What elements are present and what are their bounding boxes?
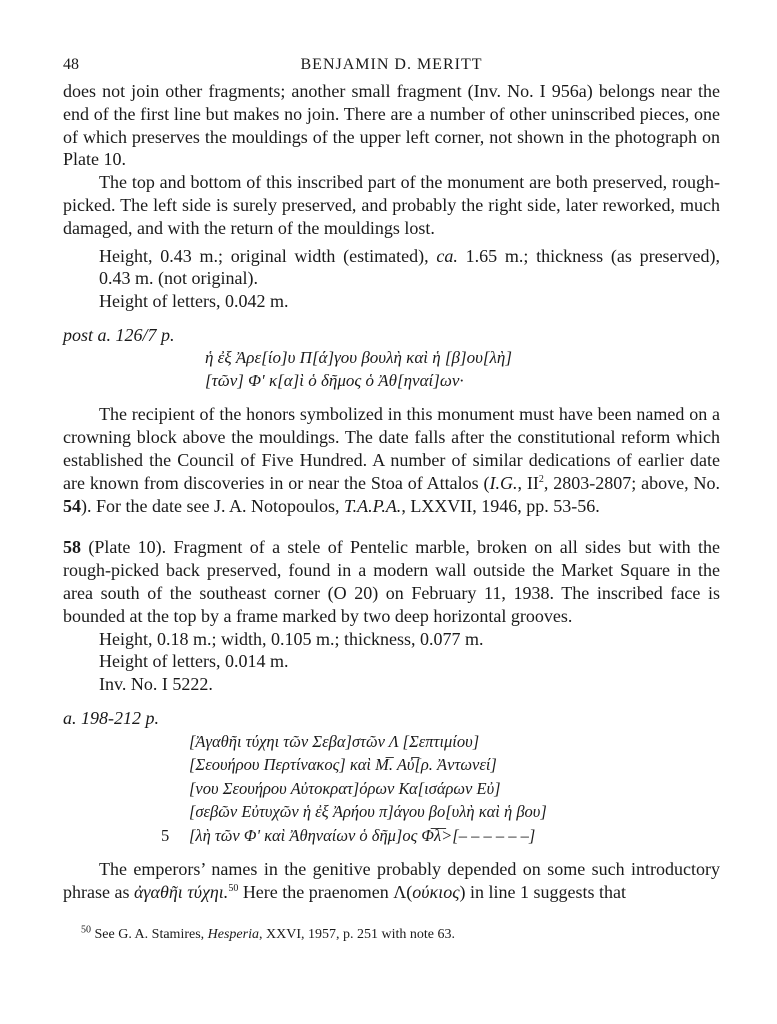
entry-number: 58 [63, 537, 81, 558]
inscription-date: post a. 126/7 p. [63, 324, 175, 345]
inscription-line: [σεβῶν Εὐτυχῶν ἡ ἐξ Ἀρήου π]άγου βο[υλὴ καὶ ἡ βου] [189, 802, 547, 822]
inscription-line: ἡ ἐξ Ἀρε[ίο]υ Π[ά]γου βουλὴ καὶ ἡ [β]ου[λὴ] [205, 347, 512, 367]
letter-height-monument: Height of letters, 0.042 m. [99, 291, 289, 312]
inscription-line: [Σεουήρου Περτίνακος] καὶ Μ̅. Αὐ̅[ρ. Ἀντωνεί] [189, 755, 497, 775]
footnote-ref[interactable]: 50 [228, 883, 239, 895]
running-head: BENJAMIN D. MERITT [300, 56, 483, 73]
inventory-number: Inv. No. I 5222. [99, 674, 213, 695]
footnote-number: 50 [81, 924, 91, 936]
footnote: $^{50}$ See G. A. Stamires, Hesperia, XXVI, 1957, p. 251 with note 63. [81, 924, 455, 942]
inscription-line: [τῶν] Φʹ κ[α]ὶ ὁ δῆμος ὁ Ἀθ[ηναί]ων· [205, 370, 464, 390]
paragraph-emperors: The emperors’ names in the genitive probably depended on some such introductory phrase as ἀγαθῆι τύχηι.$^{50}$ Here the praenomen Λ(ούκιος) in line 1 suggests that [63, 859, 720, 903]
inscription-date: a. 198-212 p. [63, 707, 159, 728]
paragraph-preservation: The top and bottom of this inscribed part of the monument are both preserved, rough-picked. The left side is surely preserved, and probably the right side, later reworked, much damaged, and with the return of the mouldings lost. [63, 172, 720, 238]
measurements-monument: Height, 0.43 m.; original width (estimated), ca. 1.65 m.; thickness (as preserved), 0.43 m. (not original). [99, 245, 721, 289]
entry-58: 58 (Plate 10). Fragment of a stele of Pentelic marble, broken on all sides but with the rough-picked back preserved, found in a modern wall outside the Market Square in the area south of the southeast corner (O 20) on February 11, 1938. The inscribed face is bounded at the top by a frame marked by two deep horizontal grooves. [63, 537, 720, 626]
paragraph-continuation: does not join other fragments; another small fragment (Inv. No. I 956a) belongs near the end of the first line but makes no join. There are a number of other uninscribed pieces, one of which preserves the mouldings of the upper left corner, not shown in the photograph on Plate 10. [63, 81, 720, 170]
inscription-line-5: 5 [λὴ τῶν Φʹ καὶ Ἀθηναίων ὁ δῆμ]ος Φ̅λ̅>[– – – – – –] [189, 824, 720, 848]
measurements-stele: Height, 0.18 m.; width, 0.105 m.; thickness, 0.077 m. [99, 628, 484, 649]
line-number: 5 [161, 825, 170, 845]
letter-height-stele: Height of letters, 0.014 m. [99, 651, 289, 672]
inscription-line: [νου Σεουήρου Αὐτοκρατ]όρων Κα[ισάρων Εὐ] [189, 778, 501, 798]
inscription-line: [Ἀγαθῆι τύχηι τῶν Σεβα]στῶν Λ [Σεπτιμίου] [189, 731, 480, 751]
page-header [63, 56, 720, 80]
page [63, 56, 720, 944]
page-number: 48 [63, 56, 79, 73]
paragraph-recipient: The recipient of the honors symbolized in this monument must have been named on a crowning block above the mouldings. The date falls after the constitutional reform which established the Council of Five Hundred. A number of similar dedications of earlier date are known from discoveries in or near the Stoa of Attalos (I.G., $II^2$, 2803-2807; above, No. 54). For the date see J. A. Notopoulos, T.A.P.A., LXXVII, 1946, pp. 53-56. [63, 404, 720, 516]
